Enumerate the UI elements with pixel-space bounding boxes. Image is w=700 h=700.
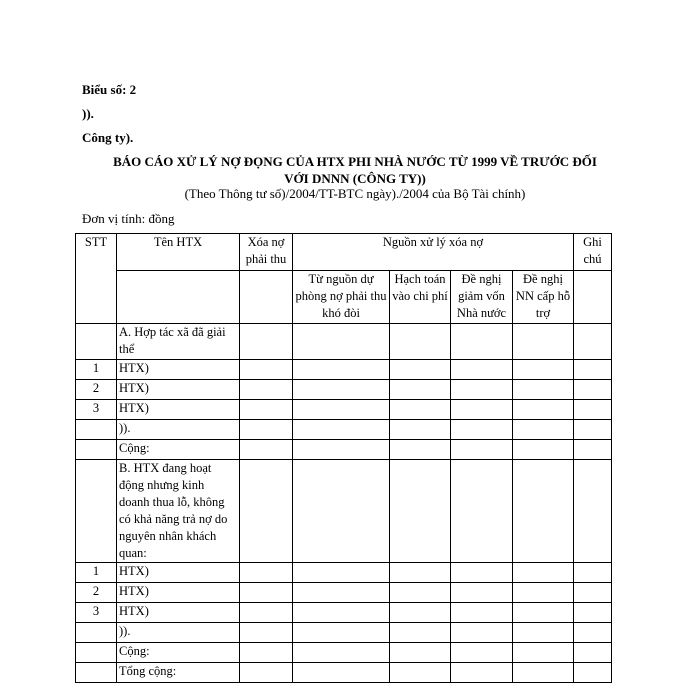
header-source-provision: Từ nguồn dự phòng nợ phải thu khó đòi [293, 271, 390, 324]
subtotal-row-a [76, 440, 612, 460]
row-name: HTX) [117, 603, 240, 623]
table-row [76, 420, 612, 440]
row-stt: 3 [76, 603, 117, 623]
empty-cell [117, 271, 240, 324]
table-row [76, 360, 612, 380]
section-b-label: B. HTX đang hoạt động nhưng kinh doanh thua lỗ, không có khả năng trả nợ do nguyên nhân khách quan: [117, 460, 240, 563]
section-b-row [76, 460, 612, 563]
header-source-support: Đề nghị NN cấp hỗ trợ [513, 271, 574, 324]
row-stt: 2 [76, 583, 117, 603]
empty-cell [574, 271, 612, 324]
grand-total-label: Tổng cộng: [117, 663, 240, 683]
subtotal-label: Cộng: [117, 643, 240, 663]
header-row-1 [76, 234, 612, 271]
row-name: HTX) [117, 380, 240, 400]
row-stt [76, 623, 117, 643]
row-stt: 1 [76, 563, 117, 583]
debt-report-table [75, 233, 612, 683]
subtotal-label: Cộng: [117, 440, 240, 460]
header-stt: STT [76, 234, 117, 324]
grand-total-row [76, 663, 612, 683]
header-line-2: )). [82, 106, 94, 121]
row-name: HTX) [117, 583, 240, 603]
report-title-line-2: VỚI DNNN (CÔNG TY)) [284, 171, 426, 186]
form-number: Biểu số: 2 [82, 82, 137, 97]
row-name: HTX) [117, 360, 240, 380]
empty-cell [240, 271, 293, 324]
header-source-expense: Hạch toán vào chi phí [390, 271, 451, 324]
table-row [76, 603, 612, 623]
row-name: HTX) [117, 400, 240, 420]
report-title-line-1: BÁO CÁO XỬ LÝ NỢ ĐỌNG CỦA HTX PHI NHÀ NƯỚC TỪ 1999 VỀ TRƯỚC ĐỐI [113, 154, 597, 169]
table-row [76, 563, 612, 583]
table-row [76, 623, 612, 643]
row-stt: 1 [76, 360, 117, 380]
header-row-2 [76, 271, 612, 324]
unit-label: Đơn vị tính: đồng [82, 211, 175, 226]
row-stt: 3 [76, 400, 117, 420]
row-name: )). [117, 420, 240, 440]
header-line-3: Công ty). [82, 130, 134, 145]
report-subtitle: (Theo Thông tư số)/2004/TT-BTC ngày)./2004 của Bộ Tài chính) [184, 186, 526, 201]
row-name: )). [117, 623, 240, 643]
header-sources: Nguồn xử lý xóa nợ [293, 234, 574, 271]
header-name: Tên HTX [117, 234, 240, 271]
row-name: HTX) [117, 563, 240, 583]
header-write-off: Xóa nợ phải thu [240, 234, 293, 271]
table-row [76, 583, 612, 603]
section-a-row [76, 324, 612, 360]
subtotal-row-b [76, 643, 612, 663]
section-a-label: A. Hợp tác xã đã giải thể [117, 324, 240, 360]
header-source-capital: Đề nghị giảm vốn Nhà nước [451, 271, 513, 324]
table-row [76, 380, 612, 400]
row-stt [76, 420, 117, 440]
row-stt: 2 [76, 380, 117, 400]
header-note: Ghi chú [574, 234, 612, 271]
table-row [76, 400, 612, 420]
